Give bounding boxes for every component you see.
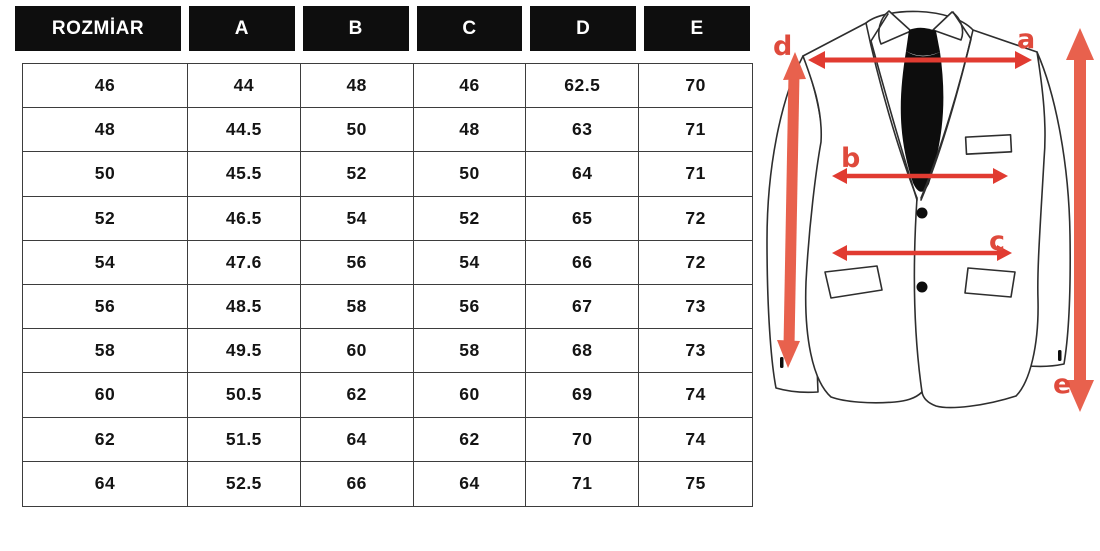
measurement-cell: 74 xyxy=(639,418,752,462)
tie-knot xyxy=(906,28,940,56)
measurement-cell: 47.6 xyxy=(188,241,301,285)
measurement-cell: 58 xyxy=(301,285,414,329)
measurement-cell: 48 xyxy=(414,108,527,152)
measurement-cell: 64 xyxy=(526,152,639,196)
measurement-cell: 64 xyxy=(414,462,527,506)
size-label-cell: 58 xyxy=(23,329,188,373)
measurement-cell: 56 xyxy=(301,241,414,285)
measurement-cell: 70 xyxy=(526,418,639,462)
measurement-cell: 71 xyxy=(639,108,752,152)
size-label-cell: 48 xyxy=(23,108,188,152)
header-cell-d: D xyxy=(530,6,636,51)
measurement-cell: 50 xyxy=(301,108,414,152)
measurement-cell: 60 xyxy=(414,373,527,417)
measurement-cell: 73 xyxy=(639,285,752,329)
measurement-cell: 48 xyxy=(301,64,414,108)
label-c: c xyxy=(989,226,1006,257)
measurement-cell: 54 xyxy=(301,197,414,241)
measurement-cell: 50.5 xyxy=(188,373,301,417)
measurement-cell: 60 xyxy=(301,329,414,373)
measurement-cell: 63 xyxy=(526,108,639,152)
measurement-cell: 51.5 xyxy=(188,418,301,462)
measurement-cell: 69 xyxy=(526,373,639,417)
measurement-cell: 58 xyxy=(414,329,527,373)
measurement-cell: 62 xyxy=(414,418,527,462)
measurement-cell: 49.5 xyxy=(188,329,301,373)
hip-pocket-right xyxy=(965,268,1015,297)
measurement-cell: 50 xyxy=(414,152,527,196)
header-cell-a: A xyxy=(189,6,295,51)
measurement-cell: 71 xyxy=(639,152,752,196)
measurement-cell: 56 xyxy=(414,285,527,329)
header-cell-b: B xyxy=(303,6,409,51)
measurement-cell: 74 xyxy=(639,373,752,417)
header-cell-c: C xyxy=(417,6,523,51)
measurement-cell: 45.5 xyxy=(188,152,301,196)
button-bottom xyxy=(917,282,928,293)
measurement-cell: 52.5 xyxy=(188,462,301,506)
measurement-cell: 46.5 xyxy=(188,197,301,241)
measurement-cell: 72 xyxy=(639,197,752,241)
measurement-cell: 54 xyxy=(414,241,527,285)
breast-pocket xyxy=(966,135,1012,154)
right-cuff-button xyxy=(1058,350,1062,361)
size-label-cell: 62 xyxy=(23,418,188,462)
measurement-cell: 62 xyxy=(301,373,414,417)
left-cuff-button xyxy=(780,357,784,368)
measurement-cell: 70 xyxy=(639,64,752,108)
measurement-cell: 71 xyxy=(526,462,639,506)
measurement-cell: 72 xyxy=(639,241,752,285)
measurement-cell: 75 xyxy=(685,473,706,494)
measurement-cell: 65 xyxy=(526,197,639,241)
measurement-cell: 44 xyxy=(188,64,301,108)
measurement-cell: 64 xyxy=(301,418,414,462)
measurement-cell: 46 xyxy=(414,64,527,108)
measurement-cell: 62.5 xyxy=(526,64,639,108)
size-label-cell: 60 xyxy=(23,373,188,417)
measurement-cell: 48.5 xyxy=(188,285,301,329)
size-label-cell: 46 xyxy=(23,64,188,108)
arrow-e-head-top xyxy=(1066,28,1094,60)
label-e: e xyxy=(1053,369,1072,400)
label-a: a xyxy=(1017,24,1036,55)
size-label-cell: 50 xyxy=(23,152,188,196)
jacket-measurement-diagram xyxy=(750,0,1100,551)
size-label-cell: 54 xyxy=(23,241,188,285)
measurement-cell: 66 xyxy=(301,462,414,506)
button-top xyxy=(917,208,928,219)
size-label-cell: 64 xyxy=(23,462,188,506)
measurement-cell: 67 xyxy=(526,285,639,329)
measurement-cell: 52 xyxy=(414,197,527,241)
label-d: d xyxy=(773,31,793,62)
table-body xyxy=(22,63,753,507)
header-cell-rozmiar: ROZMİAR xyxy=(15,6,181,51)
measurement-cell: 66 xyxy=(526,241,639,285)
measurement-cell: 73 xyxy=(639,329,752,373)
label-b: b xyxy=(841,143,861,174)
measurement-cell: 52 xyxy=(301,152,414,196)
measurement-cell: 68 xyxy=(526,329,639,373)
header-cell-e: E xyxy=(644,6,750,51)
size-label-cell: 56 xyxy=(23,285,188,329)
size-label-cell: 52 xyxy=(23,197,188,241)
measurement-cell: 44.5 xyxy=(188,108,301,152)
table-header-row xyxy=(15,6,750,51)
